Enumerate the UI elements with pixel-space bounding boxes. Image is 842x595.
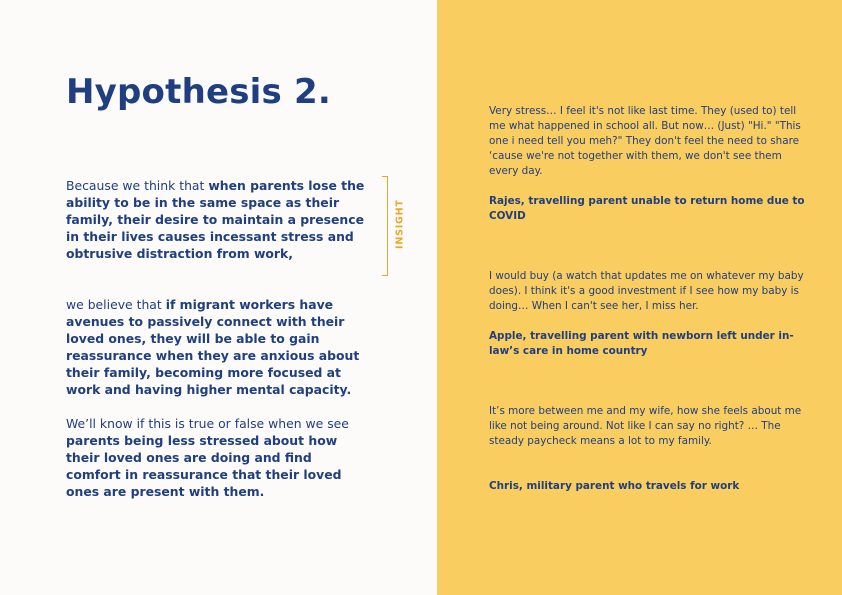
believe-bold: if migrant workers have avenues to passively connect with their loved ones, they will be able to gain reassurance when they are anxious about their family, becoming more focused at work and having higher mental capacity. [66,297,360,397]
insight-bracket [382,176,388,276]
hypothesis-know [66,415,366,500]
know-bold: parents being less stressed about how their loved ones are doing and find comfort in reassurance that their loved ones are present with them. [66,433,342,499]
quote-1-attribution: Rajes, travelling parent unable to return home due to COVID [489,195,805,222]
hypothesis-believe [66,296,366,398]
because-bold: when parents lose the ability to be in the same space as their family, their desire to maintain a presence in their lives causes incessant stress and obtrusive distraction from work, [66,178,365,261]
insight-label: INSIGHT [394,199,406,249]
quote-3-attribution: Chris, military parent who travels for work [489,480,740,492]
know-lead: We’ll know if this is true or false when we see [66,416,349,431]
quote-2-attribution: Apple, travelling parent with newborn left under in-law’s care in home country [489,330,794,357]
believe-lead: we believe that [66,297,166,312]
because-lead: Because we think that [66,178,209,193]
hypothesis-because [66,177,366,262]
quote-2-text: I would buy (a watch that updates me on whatever my baby does). I think it's a good investment if I see how my baby is doing… When I can't see her, I miss her. [489,270,804,312]
quote-1-text: Very stress… I feel it's not like last time. They (used to) tell me what happened in school all. But now… (Just) "Hi." "This one i need tell you meh?" They don't feel the need to share ‘cause we're not together with them, we don't see them every day. [489,105,801,177]
quote-3-text: It’s more between me and my wife, how she feels about me like not being around. Not like I can say no right? … The steady paycheck means a lot to my family. [489,405,802,447]
page-title: Hypothesis 2. [66,72,331,112]
